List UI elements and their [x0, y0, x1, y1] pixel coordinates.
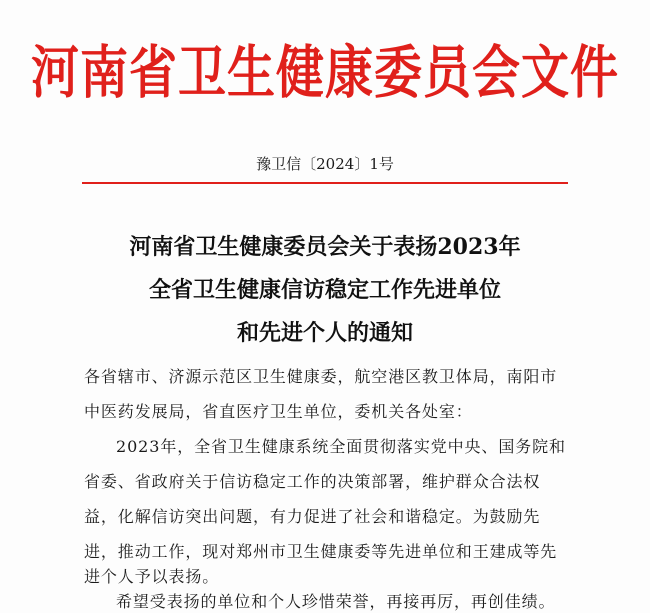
paragraph-1-line-1: 2023年，全省卫生健康系统全面贯彻落实党中央、国务院和 [116, 437, 566, 456]
document-title-line-2: 全省卫生健康信访稳定工作先进单位 [148, 277, 501, 303]
paragraph-1-line-2: 省委、省政府关于信访稳定工作的决策部署，维护群众合法权 [84, 472, 541, 491]
addressee-line-1: 各省辖市、济源示范区卫生健康委，航空港区教卫体局，南阳市 [84, 367, 558, 386]
document-masthead: 河南省卫生健康委员会文件 [30, 40, 619, 107]
paragraph-1-line-5: 进个人予以表扬。 [84, 567, 220, 586]
paragraph-2-line-1: 希望受表扬的单位和个人珍惜荣誉，再接再厉，再创佳绩。 [116, 592, 556, 611]
document-title-line-3: 和先进个人的通知 [236, 320, 413, 346]
addressee-line-2: 中医药发展局，省直医疗卫生单位，委机关各处室： [84, 402, 473, 421]
paragraph-1-line-3: 益，化解信访突出问题，有力促进了社会和谐稳定。为鼓励先 [84, 507, 541, 526]
red-divider-line [82, 182, 568, 184]
paragraph-1-line-4: 进，推动工作，现对郑州市卫生健康委等先进单位和王建成等先 [84, 542, 558, 561]
document-number: 豫卫信〔2024〕1号 [256, 155, 394, 173]
document-title-line-1: 河南省卫生健康委员会关于表扬2023年 [129, 234, 521, 260]
